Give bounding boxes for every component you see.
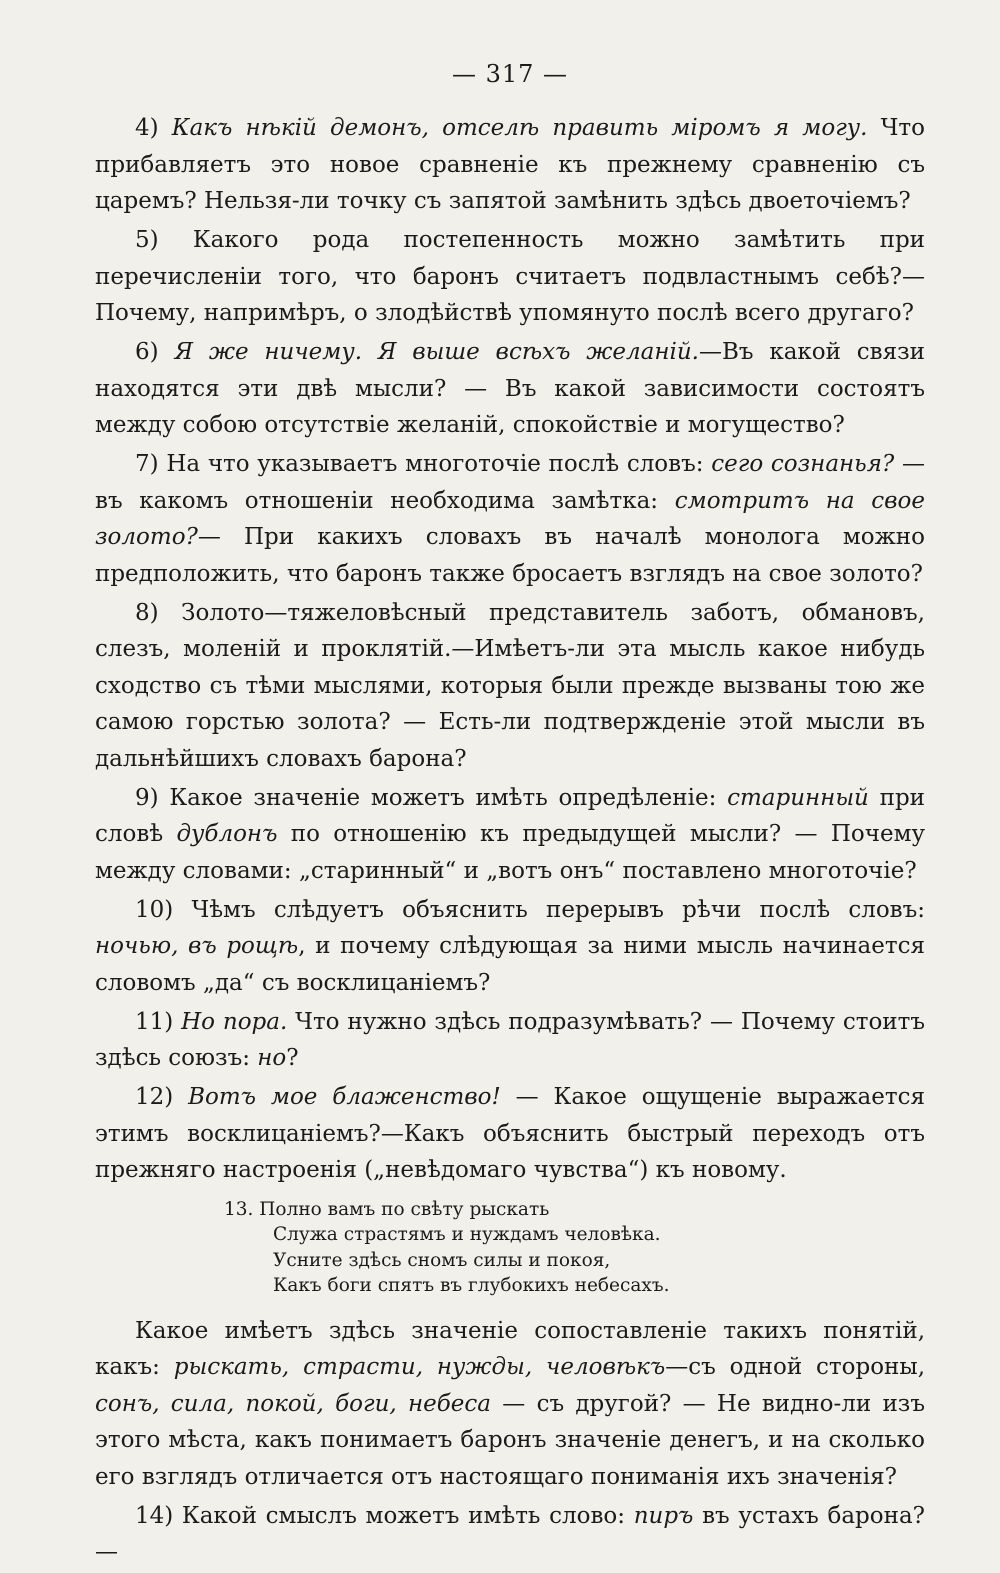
text-run: —съ одной стороны, xyxy=(665,1354,926,1380)
verse-line: 13. Полно вамъ по свѣту рыскать xyxy=(224,1198,550,1220)
text-run: Какое имѣетъ здѣсь значеніе сопоставленіе такихъ понятій, какъ: xyxy=(95,1317,925,1380)
quote-italic: дублонъ xyxy=(176,821,278,847)
paragraph xyxy=(95,110,925,220)
text-run: 11) xyxy=(135,1008,182,1035)
paragraph xyxy=(95,1079,925,1189)
paragraph xyxy=(95,446,925,592)
quote-italic: старинный xyxy=(727,784,869,811)
paragraph xyxy=(95,1498,925,1571)
quote-italic: ночью, въ рощѣ xyxy=(95,933,299,959)
quote-italic: Но пора. xyxy=(181,1008,288,1035)
text-run: 7) На что указываетъ многоточіе послѣ словъ: xyxy=(135,451,712,477)
paragraph xyxy=(95,334,925,444)
text-run: 4) xyxy=(135,115,172,141)
paragraph xyxy=(95,780,925,890)
verse-line: Служа страстямъ и нуждамъ человѣка. xyxy=(273,1224,661,1245)
text-run: — съ другой? — Не видно-ли изъ этого мѣста, какъ понимаетъ баронъ значеніе денегъ, и на сколько его взглядъ отличается отъ настоящаго пониманія ихъ значенія? xyxy=(95,1390,925,1490)
text-run: 10) Чѣмъ слѣдуетъ объяснить перерывъ рѣчи послѣ словъ: xyxy=(135,896,925,923)
after-verse-text xyxy=(95,1313,925,1571)
quote-italic: Я же ничему. Я выше всѣхъ желаній. xyxy=(174,339,699,365)
paragraph xyxy=(95,595,925,778)
text-run: Что нужно здѣсь подразумѣвать? — Почему стоитъ здѣсь союзъ: xyxy=(95,1008,925,1071)
paragraph xyxy=(95,1313,925,1496)
quote-italic: сего сознанья? xyxy=(711,451,895,477)
quote-italic: Вотъ мое блаженство! xyxy=(188,1084,501,1110)
text-run: 12) xyxy=(135,1084,189,1110)
text-run: — Какое ощущеніе выражается этимъ восклицаніемъ?—Какъ объяснить быстрый переходъ отъ прежняго настроенія („невѣдомаго чувства“) къ новому. xyxy=(95,1084,925,1183)
quote-italic: Какъ нѣкій демонъ, отселѣ править міромъ я могу. xyxy=(171,115,868,141)
book-page xyxy=(95,60,925,1573)
paragraph xyxy=(95,892,925,1002)
text-run: —Въ какой связи находятся эти двѣ мысли? — Въ какой зависимости состоятъ между собою отсутствіе желаній, спокойствіе и могущество? xyxy=(95,339,926,438)
text-run: , и почему слѣдующая за ними мысль начинается словомъ „да“ съ восклицаніемъ? xyxy=(95,933,925,996)
text-run: по отношенію къ предыдущей мысли? — Почему между словами: „старинный“ и „вотъ онъ“ поставлено многоточіе? xyxy=(95,821,925,884)
text-run: 8) Золото—тяжеловѣсный представитель заботъ, обмановъ, слезъ, моленій и проклятій.—Имѣетъ-ли эта мысль какое нибудь сходство съ тѣми мыслями, которыя были прежде вызваны тою же самою горстью золота? — Есть-ли подтвержденіе этой мысли въ дальнѣйшихъ словахъ барона? xyxy=(95,599,925,772)
text-run: 9) Какое значеніе можетъ имѣть опредѣленіе: xyxy=(135,784,728,811)
paragraph xyxy=(95,1004,925,1077)
quote-italic: сонъ, сила, покой, боги, небеса xyxy=(95,1390,492,1417)
text-run: въ устахъ барона?— xyxy=(95,1502,925,1565)
text-run: 14) Какой смыслъ можетъ имѣть слово: xyxy=(135,1502,634,1529)
text-run: — При какихъ словахъ въ началѣ монолога можно предположить, что баронъ также бросаетъ взглядъ на свое золото? xyxy=(95,524,925,587)
paragraph xyxy=(95,222,925,332)
text-run: — въ какомъ отношеніи необходима замѣтка: xyxy=(95,451,926,514)
text-run: ? xyxy=(286,1045,299,1071)
text-run: 5) Какого рода постепенность можно замѣтить при перечисленіи того, что баронъ считаетъ подвластнымъ себѣ?—Почему, напримѣръ, о злодѣйствѣ упомянуто послѣ всего другаго? xyxy=(95,227,925,326)
quote-italic: смотритъ на свое золото? xyxy=(95,487,925,550)
text-run: при словѣ xyxy=(95,784,925,847)
quote-italic: рыскать, страсти, нужды, человѣкъ xyxy=(173,1354,666,1380)
quote-italic: но xyxy=(257,1045,287,1071)
page-number: — 317 — xyxy=(451,60,569,88)
verse-quote xyxy=(224,1197,925,1299)
text-run: 6) xyxy=(135,339,175,365)
text-run: Что прибавляетъ это новое сравненіе къ прежнему сравненію съ царемъ? Нельзя-ли точку съ запятой замѣнить здѣсь двоеточіемъ? xyxy=(95,115,925,214)
verse-line: Какъ боги спятъ въ глубокихъ небесахъ. xyxy=(273,1275,670,1296)
quote-italic: пиръ xyxy=(633,1502,694,1529)
verse-line: Усните здѣсь сномъ силы и покоя, xyxy=(273,1249,611,1271)
question-list xyxy=(95,110,925,1189)
